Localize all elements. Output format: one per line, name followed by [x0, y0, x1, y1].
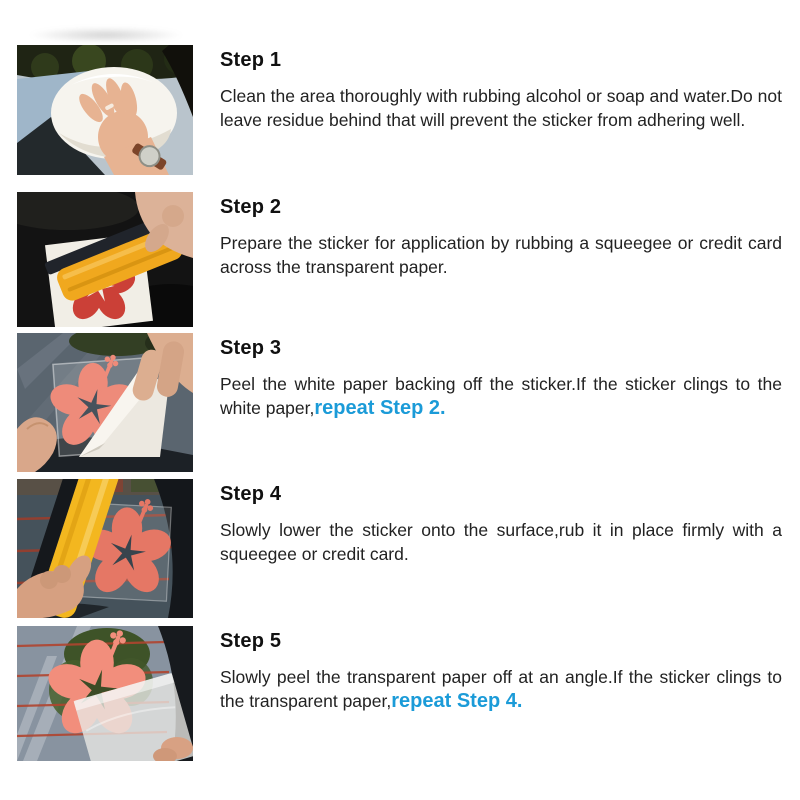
step-4-photo: [17, 479, 193, 618]
step-5-photo: [17, 626, 193, 761]
step-5-title: Step 5: [220, 630, 282, 652]
squeegee-card-scene: [17, 192, 193, 327]
step-1-row: [0, 45, 800, 175]
step-2-text: Prepare the sticker for application by rubbing a squeegee or credit card across the transparent paper.: [220, 233, 782, 277]
step-4-title: Step 4: [220, 483, 282, 505]
squeegee-window-scene: [17, 479, 193, 618]
peel-backing-scene: [17, 333, 193, 472]
step-5-row: [0, 626, 800, 761]
step-2-title: Step 2: [220, 196, 282, 218]
step-3-photo: [17, 333, 193, 472]
step-3-description: [220, 372, 782, 420]
step-1-photo: [17, 45, 193, 175]
step-3-highlight: repeat Step 2.: [314, 397, 446, 419]
step-1-text: Clean the area thoroughly with rubbing alcohol or soap and water.Do not leave residue behind that will prevent the sticker from adhering well.: [220, 86, 782, 130]
step-1-description: [220, 84, 782, 132]
top-artifact: [28, 27, 184, 43]
peel-transfer-scene: [17, 626, 193, 761]
step-5-description: [220, 665, 782, 713]
step-3-text: Peel the white paper backing off the sticker.If the sticker clings to the white paper,: [220, 374, 782, 418]
step-1-title: Step 1: [220, 49, 282, 71]
step-3-row: [0, 333, 800, 472]
step-4-row: [0, 479, 800, 618]
step-3-title: Step 3: [220, 337, 282, 359]
step-5-text: Slowly peel the transparent paper off at an angle.If the sticker clings to the transparent paper,: [220, 667, 782, 711]
cloth-wipe-scene: [17, 45, 193, 175]
step-4-description: [220, 518, 782, 566]
step-5-highlight: repeat Step 4.: [391, 690, 523, 712]
step-2-photo: [17, 192, 193, 327]
step-2-row: [0, 192, 800, 327]
step-2-description: [220, 231, 782, 279]
step-4-text: Slowly lower the sticker onto the surface,rub it in place firmly with a squeegee or credit card.: [220, 520, 782, 564]
